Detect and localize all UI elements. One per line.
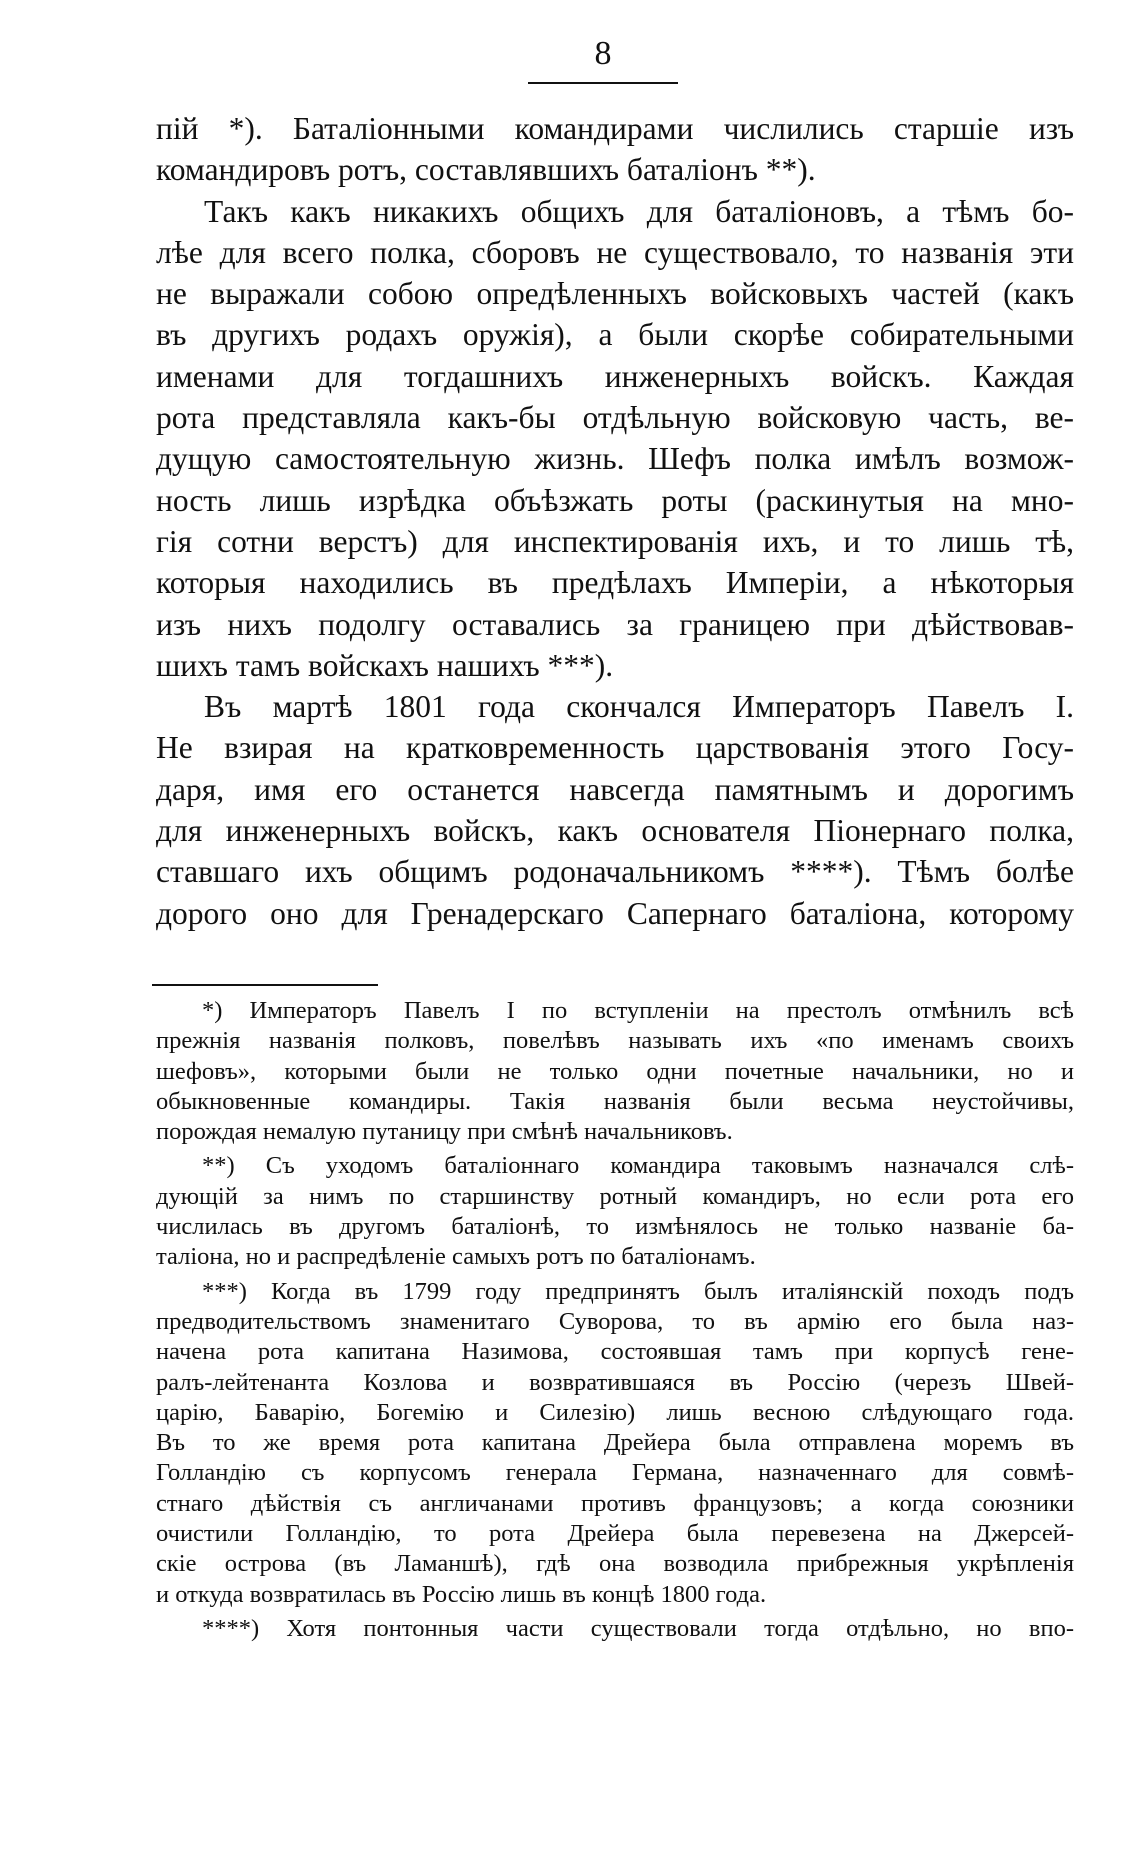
text-line: гія сотни верстъ) для инспектированія ихъ, и то лишь тѣ, <box>156 523 1074 559</box>
footnote-separator <box>152 984 378 986</box>
footnote-line: числилась въ другомъ баталіонѣ, то измѣнялось не только названіе ба- <box>156 1213 1074 1241</box>
footnote-line: скіе острова (въ Ламаншѣ), гдѣ она возводила прибрежныя укрѣпленія <box>156 1550 1074 1578</box>
footnote-line: ****) Хотя понтонныя части существовали тогда отдѣльно, но впо- <box>202 1614 1074 1642</box>
footnote-line: и откуда возвратилась въ Россію лишь въ концѣ 1800 года. <box>156 1580 767 1608</box>
text-line: Въ мартѣ 1801 года скончался Императоръ Павелъ I. <box>204 689 1074 725</box>
footnote-line: начена рота капитана Назимова, состоявшая тамъ при корпусѣ гене- <box>156 1338 1074 1366</box>
text-line: изъ нихъ подолгу оставались за границею при дѣйствовав- <box>156 606 1074 642</box>
footnote-line: ралъ-лейтенанта Козлова и возвратившаяся въ Россію (черезъ Швей- <box>156 1368 1074 1396</box>
footnote-line: стнаго дѣйствія съ англичанами противъ французовъ; а когда союзники <box>156 1489 1074 1517</box>
text-line: ность лишь изрѣдка объѣзжать роты (раскинутыя на мно- <box>156 482 1074 518</box>
footnote-line: обыкновенные командиры. Такія названія были весьма неустойчивы, <box>156 1087 1074 1115</box>
text-line: лѣе для всего полка, сборовъ не существовало, то названія эти <box>156 234 1074 270</box>
footnote-line: порождая немалую путаницу при смѣнѣ начальниковъ. <box>156 1118 733 1146</box>
page-number: 8 <box>594 35 612 72</box>
footnote-line: очистили Голландію, то рота Дрейера была перевезена на Джерсей- <box>156 1520 1074 1548</box>
text-line: ставшаго ихъ общимъ родоначальникомъ ****). Тѣмъ болѣе <box>156 854 1074 890</box>
text-line: шихъ тамъ войскахъ нашихъ ***). <box>156 647 614 683</box>
footnote-line: шефовъ», которыми были не только одни почетные начальники, но и <box>156 1057 1074 1085</box>
footnote-line: **) Съ уходомъ баталіоннаго командира таковымъ назначался слѣ- <box>202 1152 1074 1180</box>
footnote-line: таліона, но и распредѣленіе самыхъ ротъ по баталіонамъ. <box>156 1243 756 1271</box>
footnote-line: предводительствомъ знаменитаго Суворова, то въ армію его была наз- <box>156 1307 1074 1335</box>
main-text <box>156 108 1074 934</box>
footnotes <box>156 996 1074 1644</box>
text-line: рота представляла какъ-бы отдѣльную войсковую часть, ве- <box>156 400 1074 436</box>
text-line: дущую самостоятельную жизнь. Шефъ полка имѣлъ возмож- <box>156 441 1074 477</box>
footnote-line: Голландію съ корпусомъ генерала Германа, назначеннаго для совмѣ- <box>156 1459 1074 1487</box>
footnote-line: дующій за нимъ по старшинству ротный командиръ, но если рота его <box>156 1182 1074 1210</box>
text-line: командировъ ротъ, составлявшихъ баталіонъ **). <box>156 152 816 188</box>
page-number-rule <box>528 82 678 84</box>
footnote-line: царію, Баварію, Богемію и Силезію) лишь весною слѣдующаго года. <box>156 1398 1074 1426</box>
footnote-line: Въ то же время рота капитана Дрейера была отправлена моремъ въ <box>156 1429 1074 1457</box>
text-line: не выражали собою опредѣленныхъ войсковыхъ частей (какъ <box>156 276 1074 312</box>
text-line: именами для тогдашнихъ инженерныхъ войскъ. Каждая <box>156 358 1074 394</box>
text-line: даря, имя его останется навсегда памятнымъ и дорогимъ <box>156 771 1074 807</box>
footnote-line: ***) Когда въ 1799 году предпринятъ былъ италіянскій походъ подъ <box>202 1277 1074 1305</box>
text-line: въ другихъ родахъ оружія), а были скорѣе собирательными <box>156 317 1074 353</box>
footnote-line: *) Императоръ Павелъ I по вступленіи на престолъ отмѣнилъ всѣ <box>202 997 1074 1024</box>
text-line: для инженерныхъ войскъ, какъ основателя Піонернаго полка, <box>156 813 1074 849</box>
text-line: пій *). Баталіонными командирами числились старшіе изъ <box>156 111 1074 146</box>
text-line: которыя находились въ предѣлахъ Имперіи, а нѣкоторыя <box>156 565 1074 601</box>
text-line: Такъ какъ никакихъ общихъ для баталіоновъ, а тѣмъ бо- <box>204 193 1074 229</box>
page-header <box>528 34 678 84</box>
text-line: дорого оно для Гренадерскаго Сапернаго баталіона, которому <box>156 895 1074 931</box>
footnote-line: прежнія названія полковъ, повелѣвъ называть ихъ «по именамъ своихъ <box>156 1027 1074 1055</box>
text-line: Не взирая на кратковременность царствованія этого Госу- <box>156 730 1074 766</box>
